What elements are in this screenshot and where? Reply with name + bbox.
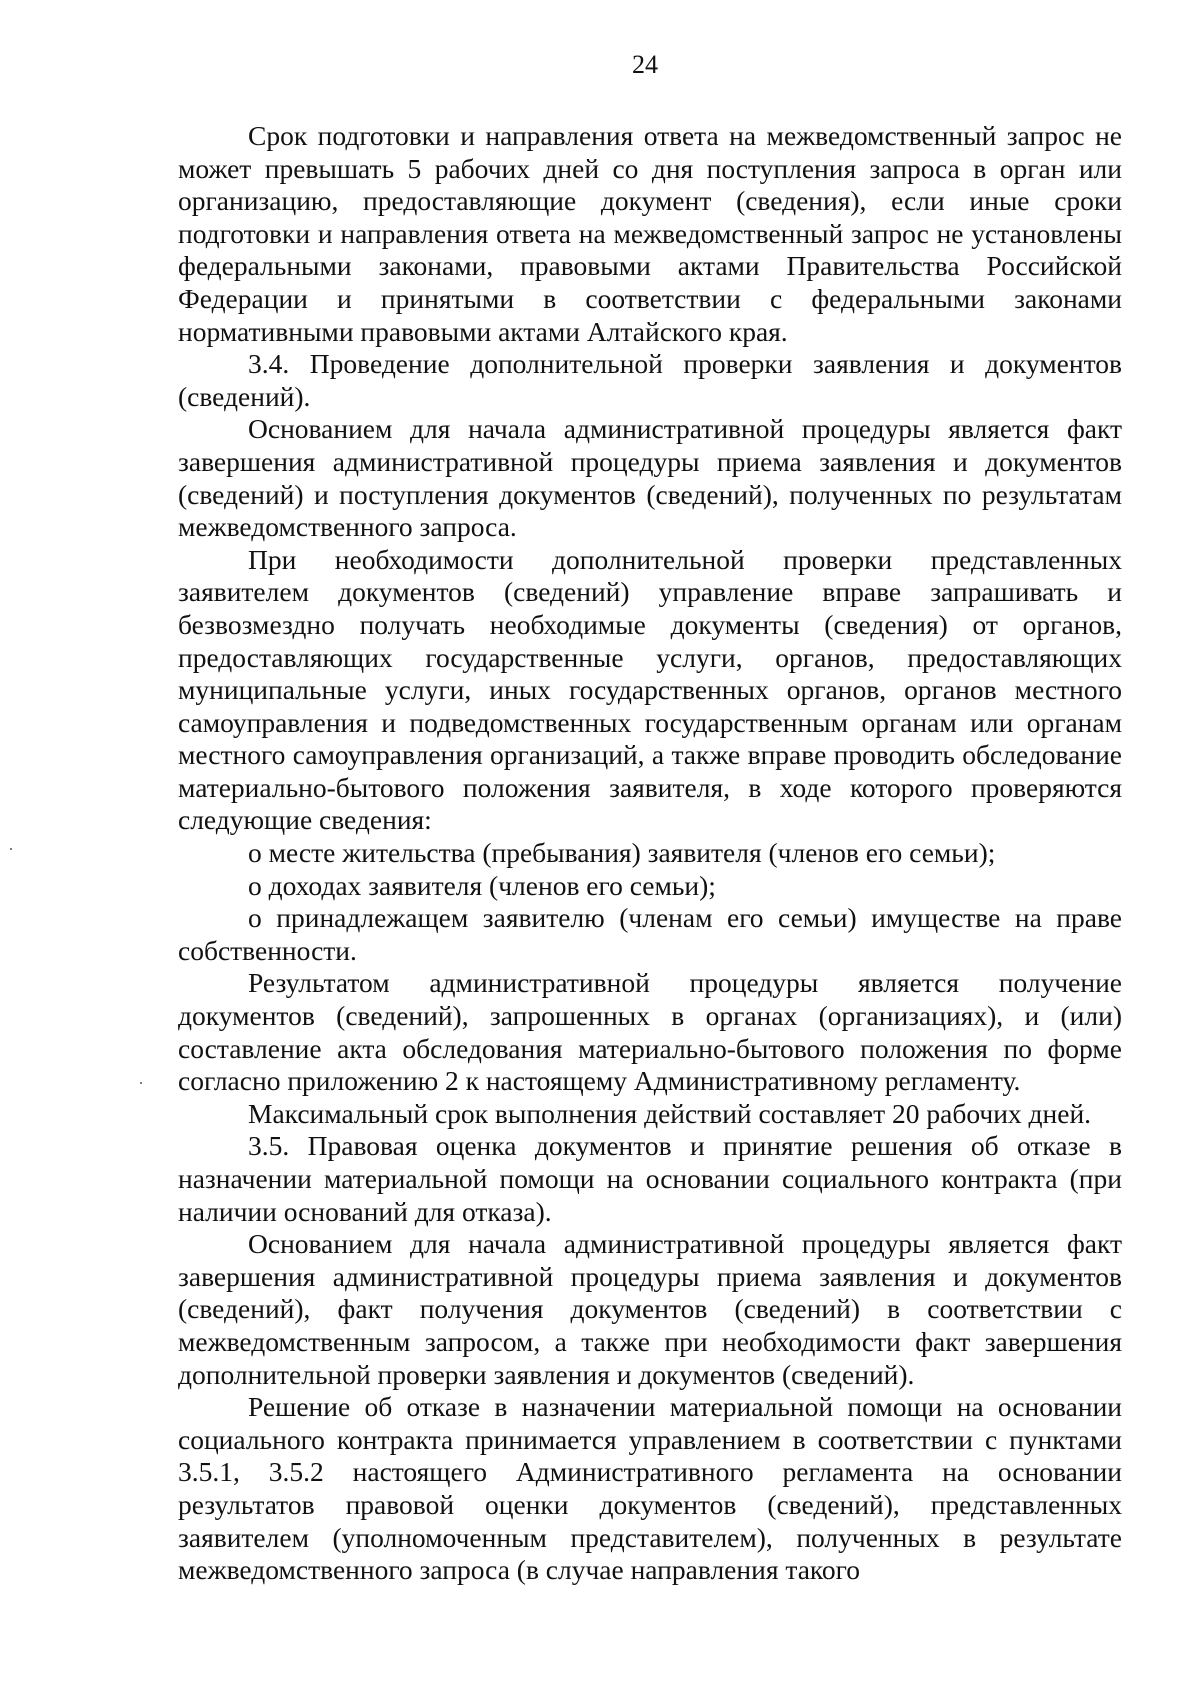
list-item-property: о принадлежащем заявителю (членам его семьи) имуществе на праве собственности.: [178, 902, 1122, 966]
paragraph-request-deadline: Срок подготовки и направления ответа на межведомственный запрос не может превышать 5 рабочих дней со дня поступления запроса в орган или организацию, предоставляющие документ (сведения), если иные сроки подготовки и направления ответа на межведомственный запрос не установлены федеральными законами, правовыми актами Правительства Российской Федерации и принятыми в соответствии с федеральными законами нормативными правовыми актами Алтайского края.: [178, 120, 1122, 347]
document-body: [178, 120, 1122, 1587]
section-3-5-heading: 3.5. Правовая оценка документов и принятие решения об отказе в назначении материальной помощи на основании социального контракта (при наличии оснований для отказа).: [178, 1130, 1122, 1227]
paragraph-3-5-basis: Основанием для начала административной процедуры является факт завершения административной процедуры приема заявления и документов (сведений), факт получения документов (сведений) в соответствии с межведомственным запросом, а также при необходимости факт завершения дополнительной проверки заявления и документов (сведений).: [178, 1228, 1122, 1390]
paragraph-3-4-additional-check: При необходимости дополнительной проверки представленных заявителем документов (сведений) управление вправе запрашивать и безвозмездно получать необходимые документы (сведения) от органов, предоставляющих государственные услуги, органов, предоставляющих муниципальные услуги, иных государственных органов, органов местного самоуправления и подведомственных государственным органам или органам местного самоуправления организаций, а также вправе проводить обследование материально-бытового положения заявителя, в ходе которого проверяются следующие сведения:: [178, 543, 1122, 836]
paragraph-3-4-max-term: Максимальный срок выполнения действий составляет 20 рабочих дней.: [248, 1097, 1092, 1129]
paragraph-3-4-basis: Основанием для начала административной процедуры является факт завершения административной процедуры приема заявления и документов (сведений) и поступления документов (сведений), полученных по результатам межведомственного запроса.: [178, 413, 1122, 543]
list-item-residence: о месте жительства (пребывания) заявителя (членов его семьи);: [248, 837, 996, 869]
paragraph-3-4-result: Результатом административной процедуры является получение документов (сведений), запрошенных в органах (организациях), и (или) составление акта обследования материально-бытового положения по форме согласно приложению 2 к настоящему Административному регламенту.: [178, 967, 1122, 1097]
list-item-income: о доходах заявителя (членов его семьи);: [248, 869, 716, 901]
scan-speck: [10, 848, 12, 850]
section-3-4-heading: 3.4. Проведение дополнительной проверки заявления и документов (сведений).: [178, 348, 1122, 412]
page-number: 24: [632, 50, 658, 79]
scan-speck: [140, 1082, 142, 1084]
paragraph-3-5-decision: Решение об отказе в назначении материальной помощи на основании социального контракта принимается управлением в соответствии с пунктами 3.5.1, 3.5.2 настоящего Административного регламента на основании результатов правовой оценки документов (сведений), представленных заявителем (уполномоченным представителем), полученных в результате межведомственного запроса (в случае направления такого: [178, 1391, 1122, 1586]
